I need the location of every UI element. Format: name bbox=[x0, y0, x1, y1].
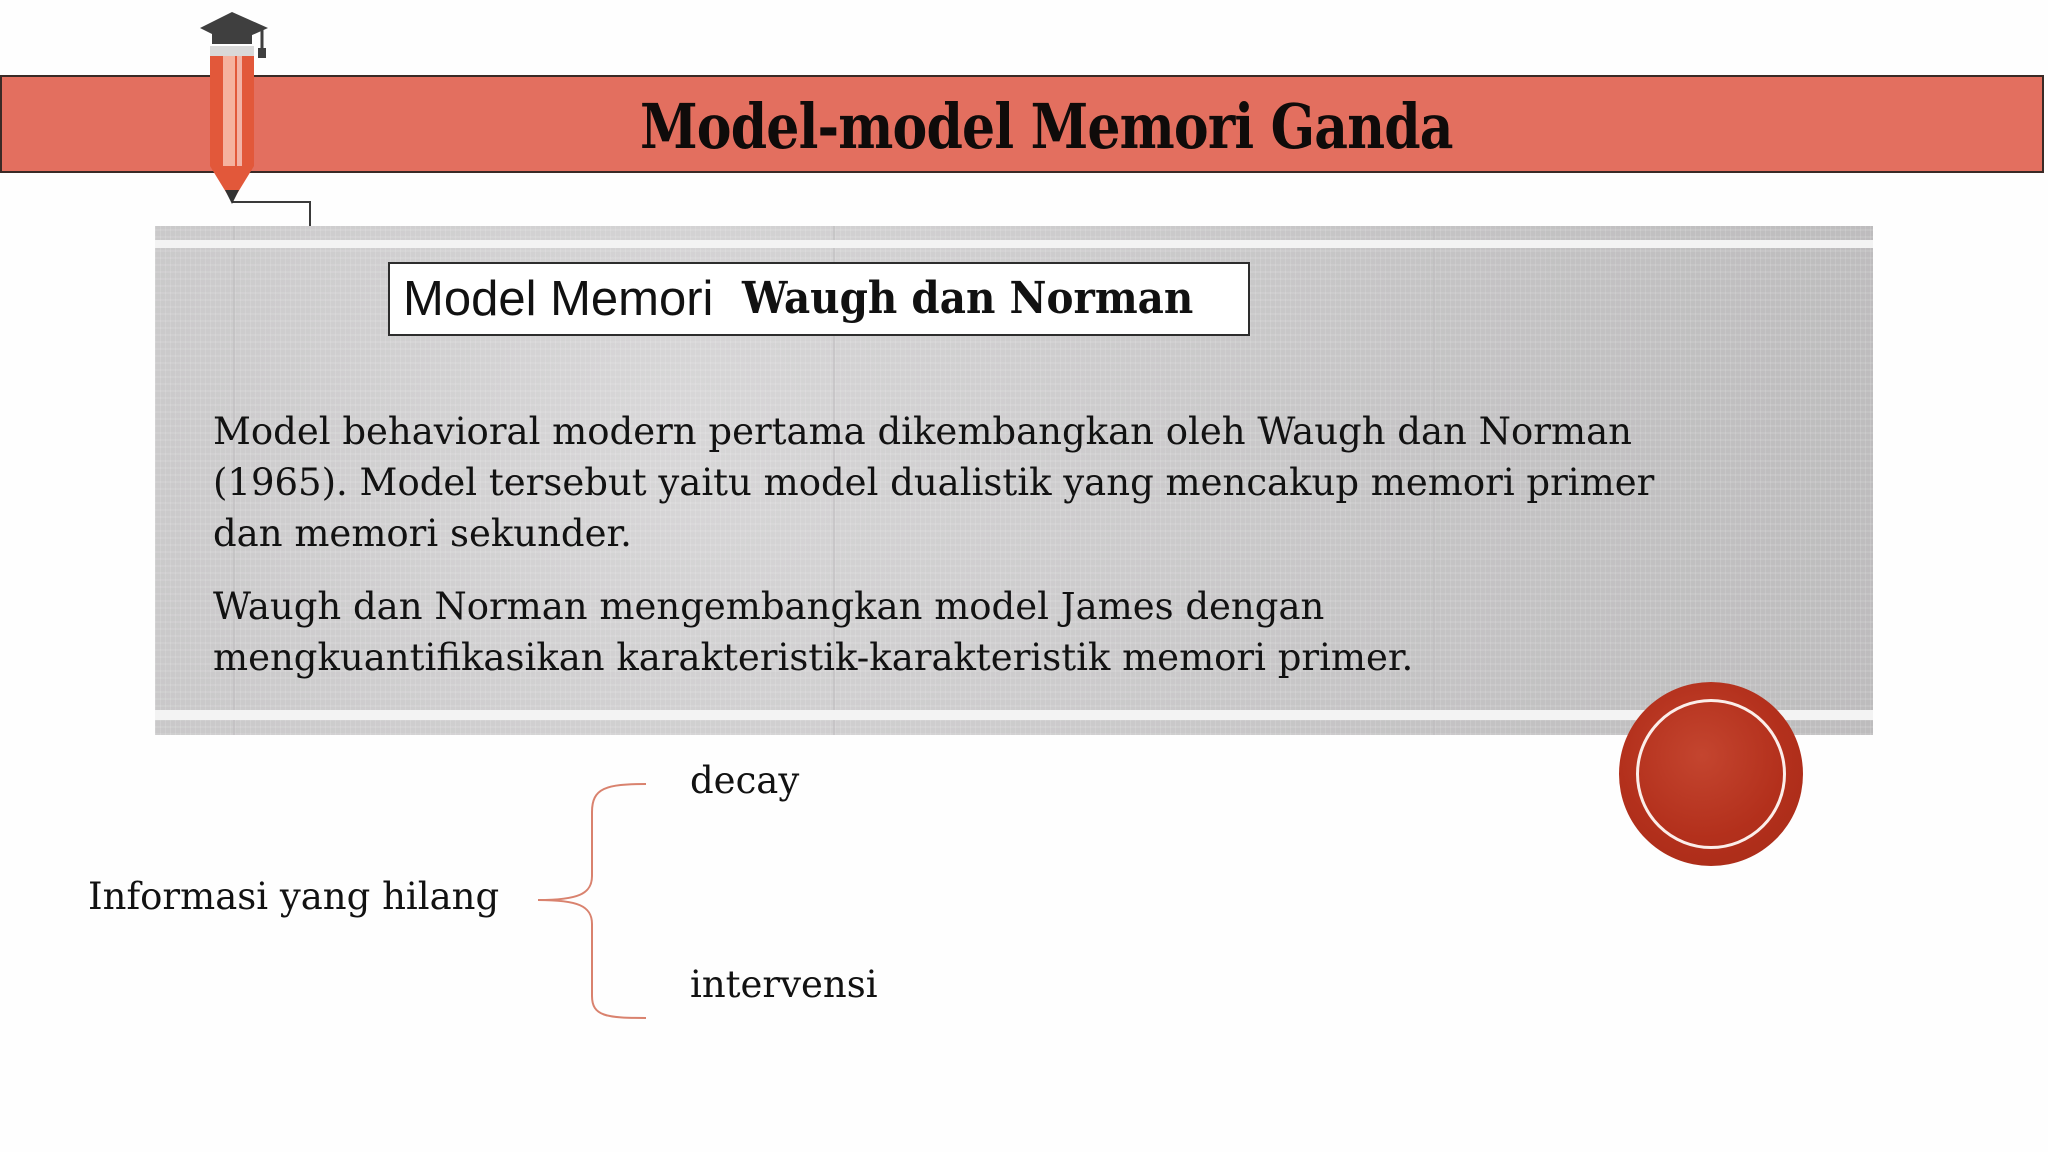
diagram-root-label: Informasi yang hilang bbox=[88, 875, 500, 918]
subtitle-emphasis: Waugh dan Norman bbox=[742, 273, 1194, 324]
diagram-branch-label: intervensi bbox=[690, 963, 878, 1006]
diagram-branch-label: decay bbox=[690, 759, 800, 802]
pencil-graduation-cap-icon bbox=[196, 6, 276, 206]
panel-stripe bbox=[155, 240, 1873, 248]
circle-ring-decoration bbox=[1636, 699, 1786, 849]
body-paragraph: Waugh dan Norman mengembangkan model James dengan mengkuantifikasikan karakteristik-karakteristik memori primer. bbox=[213, 585, 1414, 679]
slide-title: Model-model Memori Ganda bbox=[640, 90, 1453, 163]
subtitle-prefix: Model Memori bbox=[403, 272, 714, 326]
body-paragraph: Model behavioral modern pertama dikembangkan oleh Waugh dan Norman (1965). Model tersebut yaitu model dualistik yang mencakup memori primer dan memori sekunder. bbox=[213, 410, 1655, 555]
panel-stripe bbox=[155, 710, 1873, 720]
